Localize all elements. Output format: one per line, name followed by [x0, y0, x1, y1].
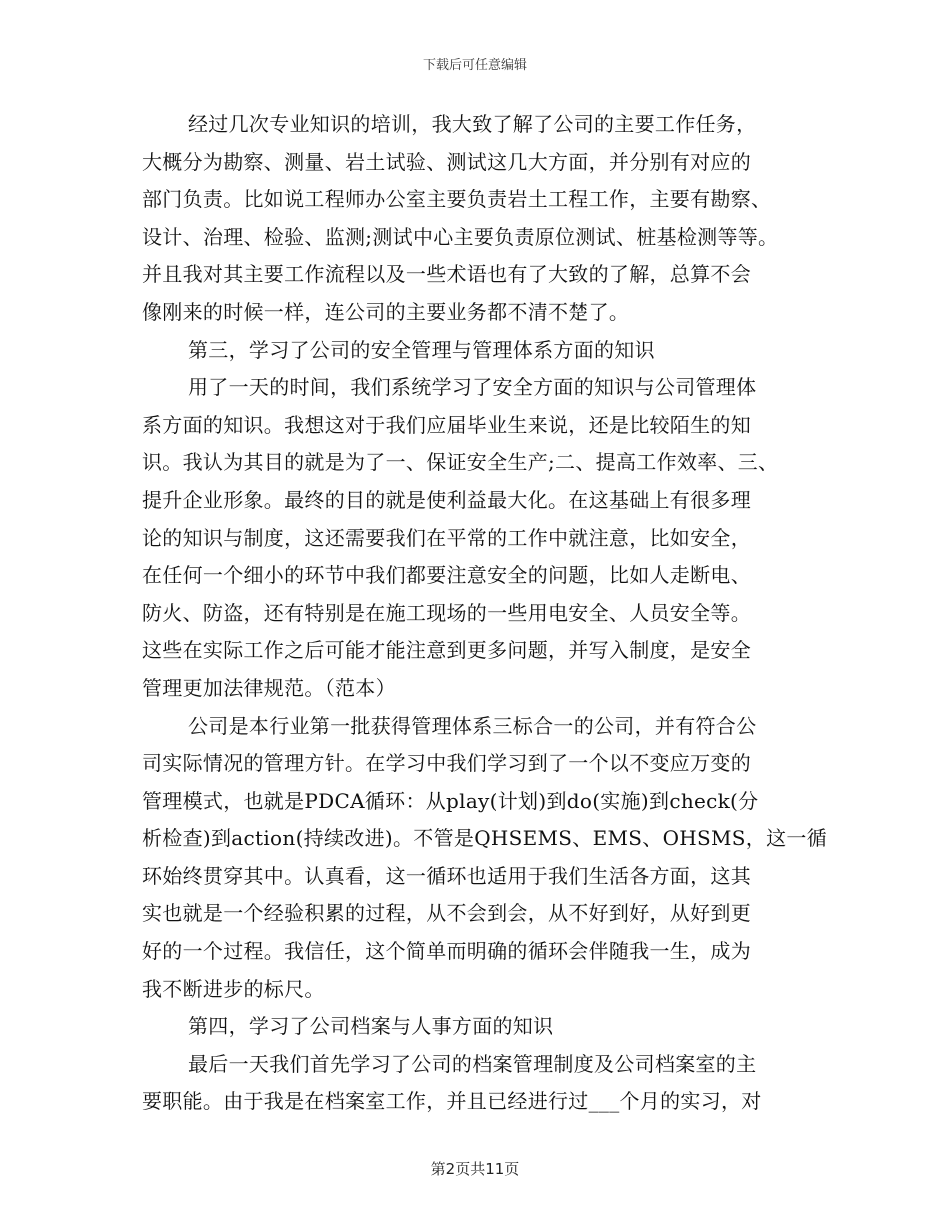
text-line: 提升企业形象。最终的目的就是使利益最大化。在这基础上有很多理: [142, 487, 751, 512]
text-line: 最后一天我们首先学习了公司的档案管理制度及公司档案室的主: [188, 1051, 757, 1076]
text-line: 在任何一个细小的环节中我们都要注意安全的问题，比如人走断电、: [142, 563, 751, 588]
section-heading: 第三，学习了公司的安全管理与管理体系方面的知识: [188, 337, 655, 362]
text-line: 管理更加法律规范。（范本）: [142, 675, 396, 700]
text-line: 实也就是一个经验积累的过程，从不会到会，从不好到好，从好到更: [142, 901, 751, 926]
text-line: 部门负责。比如说工程师办公室主要负责岩土工程工作，主要有勘察、: [142, 187, 772, 212]
text-line: 大概分为勘察、测量、岩土试验、测试这几大方面，并分别有对应的: [142, 149, 751, 174]
text-line: 像刚来的时候一样，连公司的主要业务都不清不楚了。: [142, 299, 630, 324]
text-line: 析检查)到action(持续改进)。不管是QHSEMS、EMS、OHSMS，这一循: [142, 826, 828, 851]
text-line: 公司是本行业第一批获得管理体系三标合一的公司，并有符合公: [188, 713, 757, 738]
text-line: 经过几次专业知识的培训，我大致了解了公司的主要工作任务，: [188, 112, 757, 136]
page-number: 第2页共11页: [430, 1160, 520, 1178]
section-heading: 第四，学习了公司档案与人事方面的知识: [188, 1014, 554, 1039]
text-line: 系方面的知识。我想这对于我们应届毕业生来说，还是比较陌生的知: [142, 412, 751, 437]
text-line: 司实际情况的管理方针。在学习中我们学习到了一个以不变应万变的: [142, 751, 751, 776]
text-line: 设计、治理、检验、监测;测试中心主要负责原位测试、桩基检测等等。: [142, 224, 779, 249]
text-line: 这些在实际工作之后可能才能注意到更多问题，并写入制度，是安全: [142, 638, 751, 663]
text-line: 论的知识与制度，这还需要我们在平常的工作中就注意，比如安全，: [142, 525, 751, 550]
header-note: 下载后可任意编辑: [422, 58, 527, 73]
text-line: 识。我认为其目的就是为了一、保证安全生产;二、提高工作效率、三、: [142, 450, 779, 475]
document-body: [142, 106, 832, 1121]
text-line: 用了一天的时间，我们系统学习了安全方面的知识与公司管理体: [188, 375, 757, 400]
text-line: 环始终贯穿其中。认真看，这一循环也适用于我们生活各方面，这其: [142, 863, 751, 888]
text-line: 管理模式，也就是PDCA循环：从play(计划)到do(实施)到check(分: [142, 788, 759, 813]
text-line: 要职能。由于我是在档案室工作，并且已经进行过___个月的实习，对: [142, 1089, 762, 1114]
text-line: 好的一个过程。我信任，这个简单而明确的循环会伴随我一生，成为: [142, 939, 751, 964]
text-line: 并且我对其主要工作流程以及一些术语也有了大致的了解，总算不会: [142, 262, 751, 287]
text-line: 我不断进步的标尺。: [142, 976, 325, 1001]
text-line: 防火、防盗，还有特别是在施工现场的一些用电安全、人员安全等。: [142, 600, 751, 625]
